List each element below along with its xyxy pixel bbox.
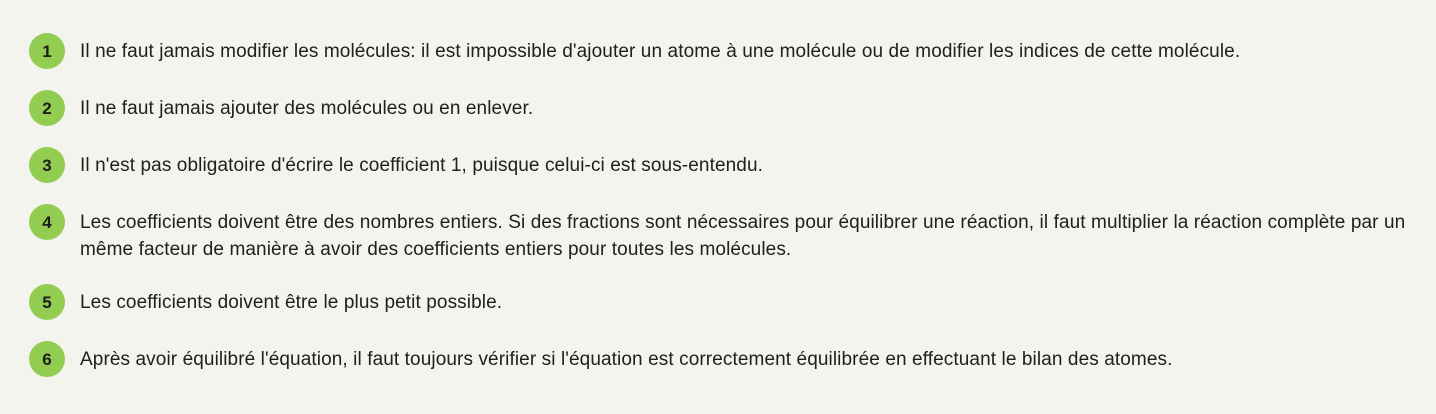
item-number-badge: 3 — [29, 147, 65, 183]
rule-text: Après avoir équilibré l'équation, il faut toujours vérifier si l'équation est correctement équilibrée en effectuant le bilan des atomes. — [80, 349, 1173, 370]
item-number-badge: 2 — [29, 90, 65, 126]
item-number-badge: 4 — [29, 204, 65, 240]
rule-text: Il n'est pas obligatoire d'écrire le coefficient 1, puisque celui-ci est sous-entendu. — [80, 155, 763, 176]
item-number-badge: 6 — [29, 341, 65, 377]
item-number-badge: 5 — [29, 284, 65, 320]
list-item — [29, 38, 1426, 69]
item-number-badge: 1 — [29, 33, 65, 69]
rule-text: Il ne faut jamais modifier les molécules: il est impossible d'ajouter un atome à une molécule ou de modifier les indices de cette molécule. — [80, 41, 1241, 62]
list-item — [29, 346, 1426, 377]
rule-text: Les coefficients doivent être le plus petit possible. — [80, 292, 503, 313]
list-item — [29, 209, 1426, 263]
list-item — [29, 95, 1426, 126]
list-item — [29, 152, 1426, 183]
list-item — [29, 289, 1426, 320]
rule-text: Il ne faut jamais ajouter des molécules ou en enlever. — [80, 98, 534, 119]
rule-text: Les coefficients doivent être des nombres entiers. Si des fractions sont nécessaires pour équilibrer une réaction, il faut multiplier la réaction complète par un même facteur de manière à avoir des coefficients entiers pour toutes les molécules. — [80, 212, 1406, 260]
